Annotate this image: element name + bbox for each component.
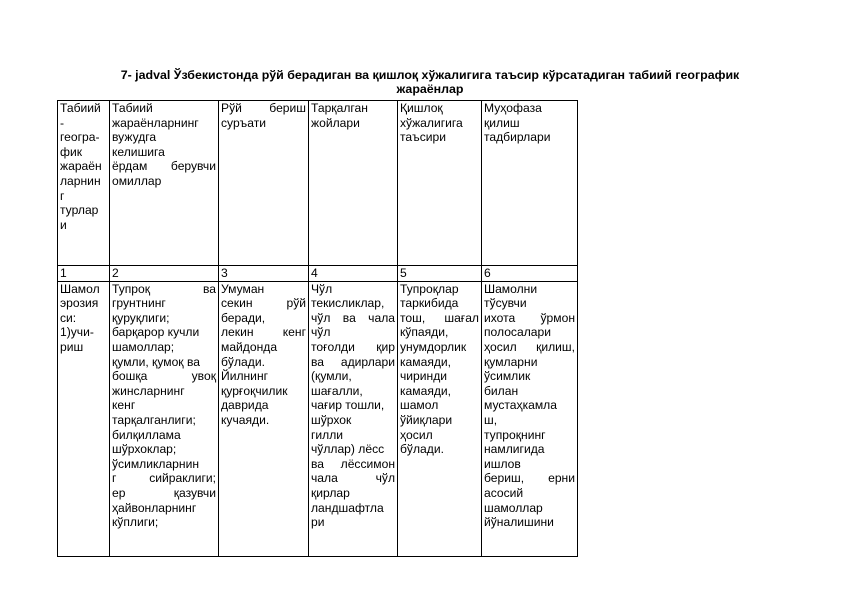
- cell-line: шамоллар;: [112, 339, 175, 354]
- column-number: 6: [482, 266, 578, 282]
- cell-line: Табиий: [112, 101, 153, 115]
- cell-line: Чўл: [311, 281, 333, 296]
- cell-line: жойлари: [311, 115, 360, 130]
- cell-line: асосий: [484, 485, 524, 500]
- cell-line: кенг: [112, 398, 136, 413]
- cell-line: чўл ва чала: [311, 310, 395, 325]
- cell-line: ўсимликларнин: [112, 456, 200, 471]
- column-number: 2: [110, 266, 219, 282]
- cell-line: барқарор кучли: [112, 325, 200, 340]
- cell-line: жараён: [60, 159, 102, 174]
- cell-line: беради,: [221, 310, 266, 325]
- cell-line: тупроқнинг: [484, 427, 546, 442]
- cell-line: майдонда: [221, 339, 278, 354]
- cell-line: намлигида: [484, 442, 545, 457]
- cell-line: кўпаяди,: [400, 325, 449, 340]
- cell-line: полосалари: [484, 325, 551, 340]
- header-cell: [309, 101, 398, 266]
- cell-line: ер қазувчи: [112, 485, 216, 500]
- table-row: [58, 281, 578, 556]
- cell-line: чала чўл: [311, 471, 395, 486]
- cell-line: Табиий: [60, 101, 101, 115]
- cell-line: қурғоқчилик: [221, 383, 288, 398]
- cell-line: гилли: [311, 427, 344, 442]
- cell-line: (қумли,: [311, 369, 352, 384]
- cell-line: лекин кенг: [221, 325, 306, 340]
- cell-line: шамол: [400, 398, 439, 413]
- cell-line: Қишлоқ: [400, 101, 443, 115]
- cell-line: Умуман: [221, 281, 265, 296]
- cell-line: шўрхок: [311, 412, 352, 427]
- header-cell: [110, 101, 219, 266]
- cell-line: бўлади.: [221, 354, 265, 369]
- cell-line: қумларни: [484, 354, 538, 369]
- cell-line: Муҳофаза: [484, 101, 542, 115]
- cell-line: тарқалганлиги;: [112, 412, 196, 427]
- cell-line: ҳосил қилиш,: [484, 339, 575, 354]
- cell-line: камаяди,: [400, 383, 452, 398]
- header-cell: [482, 101, 578, 266]
- cell-line: ва адирлари: [311, 354, 395, 369]
- cell-line: таъсири: [400, 130, 446, 145]
- cell-line: жинсларнинг: [112, 383, 185, 398]
- cell-line: 1)учи-: [60, 325, 94, 340]
- cell-line: шўрхоклар;: [112, 442, 177, 457]
- geographic-processes-table: [57, 100, 578, 557]
- cell-line: камаяди,: [400, 354, 452, 369]
- cell-line: ҳайвонларнинг: [112, 500, 197, 515]
- cell-line: геогра-: [60, 130, 100, 145]
- cell-line: ш,: [484, 412, 498, 427]
- cell-line: грунтнинг: [112, 296, 166, 311]
- cell-line: Рўй бериш: [221, 101, 306, 115]
- cell-line: омиллар: [112, 173, 162, 188]
- column-number: 1: [58, 266, 110, 282]
- cell-line: таркибида: [400, 296, 459, 311]
- cell-line: и: [60, 217, 67, 232]
- cell-line: ишлов: [484, 456, 521, 471]
- cell-line: бошқа увоқ: [112, 369, 216, 384]
- header-row: [58, 101, 578, 266]
- data-cell: [58, 281, 110, 556]
- cell-line: шамоллар: [484, 500, 543, 515]
- column-number: 3: [219, 266, 309, 282]
- cell-line: Шамолни: [484, 281, 538, 296]
- cell-line: риш: [60, 339, 84, 354]
- caption-line-2: жараёнлар: [396, 82, 464, 96]
- cell-line: кучаяди.: [221, 412, 270, 427]
- cell-line: бўлади.: [400, 442, 444, 457]
- cell-line: Йилнинг: [221, 369, 269, 384]
- cell-line: бериш, ерни: [484, 471, 575, 486]
- cell-line: чўл: [311, 325, 331, 340]
- data-cell: [398, 281, 482, 556]
- data-cell: [110, 281, 219, 556]
- cell-line: унумдорлик: [400, 339, 467, 354]
- cell-line: секин рўй: [221, 296, 306, 311]
- header-cell: [219, 101, 309, 266]
- cell-line: суръати: [221, 115, 266, 130]
- cell-line: чағир тошли,: [311, 398, 385, 413]
- cell-line: ларнин: [60, 173, 101, 188]
- cell-line: ҳосил: [400, 427, 433, 442]
- cell-line: си:: [60, 310, 77, 325]
- cell-line: ёрдам берувчи: [112, 159, 216, 174]
- cell-line: Тупроқлар: [400, 281, 459, 296]
- data-cell: [219, 281, 309, 556]
- cell-line: г сийраклиги;: [112, 471, 216, 486]
- cell-line: қуруқлиги;: [112, 310, 170, 325]
- cell-line: йўналишини: [484, 515, 554, 530]
- cell-line: ландшафтла: [311, 500, 384, 515]
- caption-line-1: 7- jadval Ўзбекистонда рўй берадиган ва қишлоқ хўжалигига таъсир кўрсатадиган табиий географик: [120, 68, 740, 82]
- cell-line: даврида: [221, 398, 269, 413]
- number-row: [58, 266, 578, 282]
- cell-line: Тупроқ ва: [112, 281, 216, 296]
- cell-line: қирлар: [311, 485, 350, 500]
- cell-line: мустаҳкамла: [484, 398, 557, 413]
- cell-line: тўсувчи: [484, 296, 527, 311]
- column-number: 4: [309, 266, 398, 282]
- cell-line: билқиллама: [112, 427, 181, 442]
- cell-line: эрозия: [60, 296, 99, 311]
- cell-line: жараёнларнинг: [112, 115, 199, 130]
- cell-line: фик: [60, 144, 82, 159]
- column-number: 5: [398, 266, 482, 282]
- cell-line: хўжалигига: [400, 115, 463, 130]
- cell-line: ри: [311, 515, 325, 530]
- cell-line: ихота ўрмон: [484, 310, 575, 325]
- cell-line: Шамол: [60, 281, 100, 296]
- cell-line: тоғолди қир: [311, 339, 395, 354]
- header-cell: [58, 101, 110, 266]
- cell-line: қилиш: [484, 115, 520, 130]
- cell-line: г: [60, 188, 65, 203]
- cell-line: кўплиги;: [112, 515, 159, 530]
- cell-line: ўсимлик: [484, 369, 531, 384]
- cell-line: Тарқалган: [311, 101, 368, 115]
- cell-line: тош, шағал: [400, 310, 479, 325]
- cell-line: вужудга: [112, 130, 157, 145]
- cell-line: чўллар) лёсс: [311, 442, 385, 457]
- cell-line: қумли, қумоқ ва: [112, 354, 200, 369]
- data-cell: [482, 281, 578, 556]
- table-caption: [60, 68, 800, 96]
- cell-line: шағалли,: [311, 383, 363, 398]
- cell-line: -: [60, 115, 65, 130]
- cell-line: чиринди: [400, 369, 448, 384]
- cell-line: тадбирлари: [484, 130, 551, 145]
- cell-line: текисликлар,: [311, 296, 385, 311]
- cell-line: ўйиқлари: [400, 412, 453, 427]
- cell-line: келишига: [112, 144, 165, 159]
- cell-line: билан: [484, 383, 519, 398]
- cell-line: турлар: [60, 203, 99, 218]
- header-cell: [398, 101, 482, 266]
- data-cell: [309, 281, 398, 556]
- cell-line: ва лёссимон: [311, 456, 395, 471]
